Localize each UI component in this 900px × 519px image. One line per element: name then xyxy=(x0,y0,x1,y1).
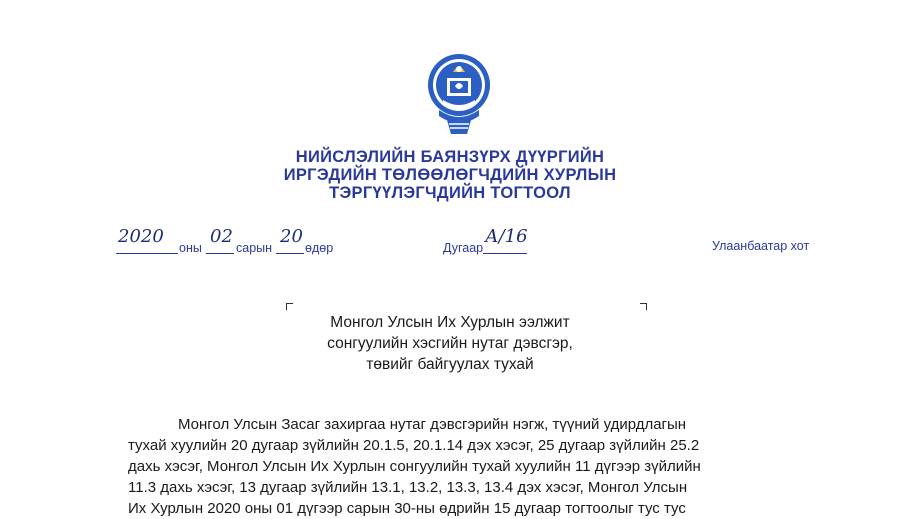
month-label: сарын xyxy=(236,241,273,255)
org-name-line-2: ИРГЭДИЙН ТӨЛӨӨЛӨГЧДИЙН ХУРЛЫН xyxy=(283,166,617,184)
body-paragraph-line: дахь хэсэг, Монгол Улсын Их Хурлын сонгуулийн тухай хуулийн 11 дүгээр зүйлийн xyxy=(128,458,701,475)
handwritten-month: 02 xyxy=(210,226,233,247)
body-paragraph-line: Их Хурлын 2020 оны 01 дүгээр сарын 30-ны өдрийн 15 дугаар тогтоолыг тус тус xyxy=(128,500,686,517)
body-paragraph-line: Монгол Улсын Засаг захиргаа нутаг дэвсгэрийн нэгж, түүний удирдлагын xyxy=(178,416,687,433)
body-paragraph-line: 11.3 дахь хэсэг, 13 дугаар зүйлийн 13.1, 13.2, 13.3, 13.4 дэх хэсэг, Монгол Улсын xyxy=(128,479,688,496)
city-label: Улаанбаатар хот xyxy=(712,239,810,253)
number-label: Дугаар xyxy=(443,241,484,255)
day-label: өдөр xyxy=(305,241,334,255)
resolution-title-line-3: төвийг байгуулах тухай xyxy=(366,356,534,373)
org-name-line-1: НИЙСЛЭЛИЙН БАЯНЗҮРХ ДҮҮРГИЙН xyxy=(295,148,605,166)
body-paragraph-line: тухай хуулийн 20 дугаар зүйлийн 20.1.5, 20.1.14 дэх хэсэг, 25 дугаар зүйлийн 25.2 xyxy=(128,437,700,454)
resolution-title-line-2: сонгуулийн хэсгийн нутаг дэвсгэр, xyxy=(327,335,573,352)
year-label: оны xyxy=(179,241,202,255)
handwritten-day: 20 xyxy=(280,226,303,247)
resolution-title-line-1: Монгол Улсын Их Хурлын ээлжит xyxy=(330,314,570,331)
state-emblem-icon xyxy=(425,50,493,138)
title-corner-right xyxy=(640,303,647,310)
handwritten-year: 2020 xyxy=(118,226,164,247)
title-corner-left xyxy=(286,303,293,310)
document-type-heading: ТЭРГҮҮЛЭГЧДИЙН ТОГТООЛ xyxy=(329,184,571,202)
handwritten-number: А/16 xyxy=(485,226,528,247)
